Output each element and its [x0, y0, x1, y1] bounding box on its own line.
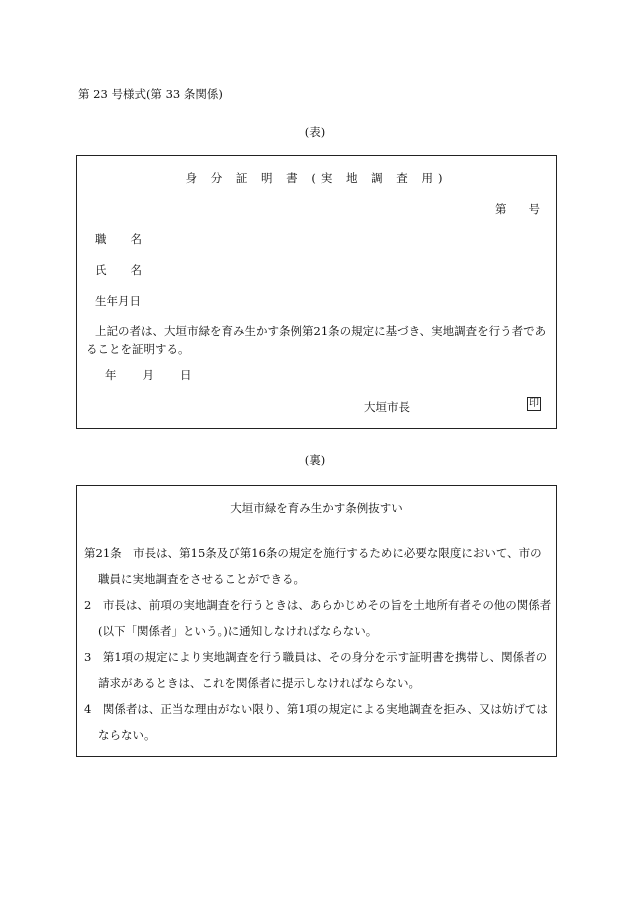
name-label-b: 名 [130, 263, 142, 277]
certification-statement: 上記の者は、大垣市緑を育み生かす条例第21条の規定に基づき、実地調査を行う者であることを証明する。 [86, 324, 547, 356]
ordinance-excerpt-box [76, 485, 557, 757]
front-side-label: (表) [304, 125, 326, 139]
date-year: 年 [105, 368, 117, 382]
certificate-title: 身 分 証 明 書 (実 地 調 査 用) [185, 171, 448, 185]
certificate-number [495, 201, 540, 217]
issue-date [105, 367, 192, 383]
article-21-paragraph-3: 3 第1項の規定により実地調査を行う職員は、その身分を示す証明書を携帯し、関係者の請求があるときは、これを関係者に提示しなければならない。 [84, 650, 548, 690]
ordinance-articles [84, 540, 552, 748]
job-title-field [95, 231, 142, 247]
name-label-a: 氏 [95, 263, 107, 277]
date-day: 日 [180, 368, 192, 382]
name-field [95, 262, 142, 278]
article-21: 第21条 市長は、第15条及び第16条の規定を施行するために必要な限度において、市の職員に実地調査をさせることができる。 [84, 546, 542, 586]
job-label-a: 職 [95, 232, 107, 246]
form-number-title: 第 23 号様式(第 33 条関係) [78, 87, 223, 101]
mayor-signature-label: 大垣市長 [364, 400, 410, 414]
birth-date-field: 生年月日 [95, 294, 141, 308]
number-suffix: 号 [528, 202, 540, 216]
back-side-label: (裏) [304, 453, 326, 467]
excerpt-title: 大垣市緑を育み生かす条例抜すい [230, 501, 403, 515]
date-month: 月 [142, 368, 154, 382]
job-label-b: 名 [130, 232, 142, 246]
identification-certificate-box [76, 155, 557, 429]
official-seal-icon: 印 [529, 398, 539, 409]
number-prefix: 第 [495, 202, 507, 216]
article-21-paragraph-4: 4 関係者は、正当な理由がない限り、第1項の規定による実地調査を拒み、又は妨げてはならない。 [84, 702, 548, 742]
article-21-paragraph-2: 2 市長は、前項の実地調査を行うときは、あらかじめその旨を土地所有者その他の関係者(以下「関係者」という。)に通知しなければならない。 [84, 598, 552, 638]
